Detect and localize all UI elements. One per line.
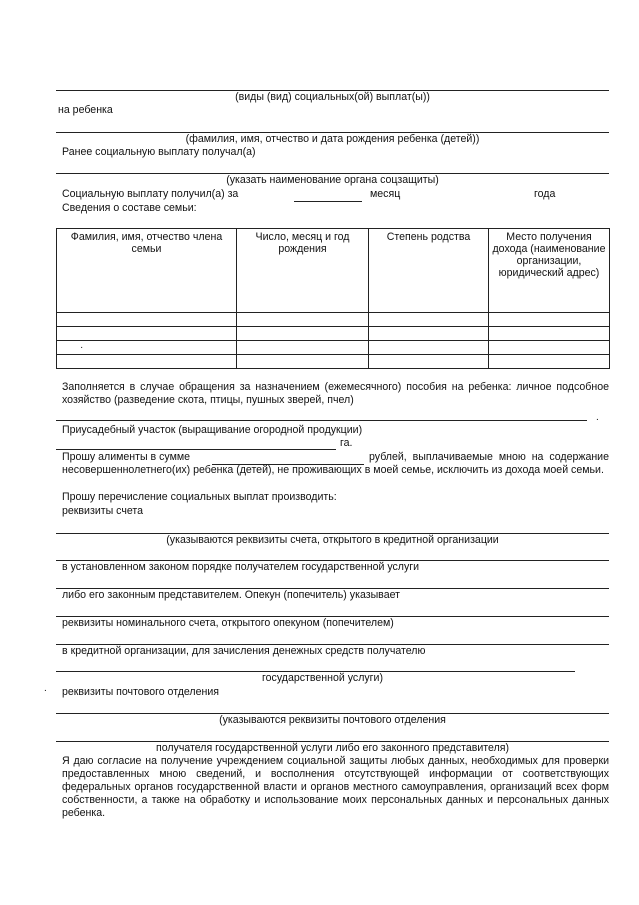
table-row (57, 313, 610, 327)
agency-caption: (указать наименование органа соцзащиты) (226, 174, 439, 186)
table-cell[interactable] (369, 313, 489, 327)
table-cell[interactable] (489, 313, 610, 327)
table-cell[interactable] (237, 341, 369, 355)
table-cell[interactable] (369, 341, 489, 355)
household-line[interactable] (56, 420, 587, 421)
stray-mark: · (80, 342, 84, 353)
table-cell[interactable] (57, 341, 237, 355)
alimony-prefix: Прошу алименты в сумме (62, 451, 191, 463)
table-cell[interactable] (57, 313, 237, 327)
transfer-text-1: в установленном законом порядке получателем государственной услуги (62, 561, 420, 573)
transfer-text-5: государственной услуги) (262, 672, 383, 684)
header-income-place: Место получения дохода (наименование организации, юридический адрес) (489, 229, 610, 313)
month-field-line[interactable] (294, 201, 362, 202)
header-birth-date: Число, месяц и год рождения (237, 229, 369, 313)
table-cell[interactable] (489, 327, 610, 341)
table-row (57, 341, 610, 355)
previously-received-label: Ранее социальную выплату получал(а) (62, 146, 256, 158)
stray-mark: . (44, 683, 47, 694)
transfer-text-2: либо его законным представителем. Опекун (попечитель) указывает (62, 589, 400, 601)
table-row (57, 355, 610, 369)
stray-mark: . (596, 412, 599, 423)
transfer-text-4: в кредитной организации, для зачисления денежных средств получателю (62, 645, 426, 657)
family-composition-table (56, 228, 610, 369)
table-cell[interactable] (57, 327, 237, 341)
table-cell[interactable] (237, 327, 369, 341)
received-for-label: Социальную выплату получил(а) за (62, 188, 239, 200)
table-cell[interactable] (369, 355, 489, 369)
header-full-name: Фамилия, имя, отчество члена семьи (57, 229, 237, 313)
transfer-text-3: реквизиты номинального счета, открытого опекуном (попечителем) (62, 617, 394, 629)
plot-label: Приусадебный участок (выращивание огородной продукции) (62, 424, 363, 436)
year-label: года (534, 188, 556, 200)
month-label: месяц (370, 188, 401, 200)
header-relationship: Степень родства (369, 229, 489, 313)
post-caption-2: получателя государственной услуги либо его законного представителя) (155, 742, 510, 754)
table-header-row (57, 229, 610, 313)
alimony-text: рублей, выплачиваемые мною на содержание несовершеннолетнего(их) ребенка (детей), не проживающих в моей семье, исключить из дохода моей семьи. (62, 451, 609, 476)
table-cell[interactable] (369, 327, 489, 341)
hectare-label: га. (340, 437, 353, 449)
transfer-request: Прошу перечисление социальных выплат производить: (62, 491, 337, 503)
family-info-label: Сведения о составе семьи: (62, 202, 197, 214)
table-cell[interactable] (237, 355, 369, 369)
consent-text: Я даю согласие на получение учреждением социальной защиты любых данных, необходимых для проверки предоставленных мною сведений, и восполнения отсутствующей информации от соответствующих федеральных органов государственной власти и органов местного самоуправления, организаций всех форм собственности, а также на обработку и использование моих персональных данных и персональных данных ребенка. (62, 755, 609, 819)
table-row (57, 327, 610, 341)
post-caption: (указываются реквизиты почтового отделения (219, 714, 446, 726)
account-details-label: реквизиты счета (62, 505, 144, 517)
table-cell[interactable] (237, 313, 369, 327)
post-details-label: реквизиты почтового отделения (62, 686, 220, 698)
table-cell[interactable] (57, 355, 237, 369)
account-caption: (указываются реквизиты счета, открытого в кредитной организации (166, 534, 499, 546)
household-text: Заполняется в случае обращения за назначением (ежемесячного) пособия на ребенка: личное подсобное хозяйство (разведение скота, птицы, пушных зверей, пчел) (62, 381, 609, 406)
payment-types-caption: (виды (вид) социальных(ой) выплат(ы)) (235, 91, 430, 103)
plot-area-line[interactable] (56, 449, 336, 450)
child-name-caption: (фамилия, имя, отчество и дата рождения ребенка (детей)) (185, 133, 480, 145)
table-cell[interactable] (489, 341, 610, 355)
table-cell[interactable] (489, 355, 610, 369)
for-child-label: на ребенка (58, 104, 113, 116)
